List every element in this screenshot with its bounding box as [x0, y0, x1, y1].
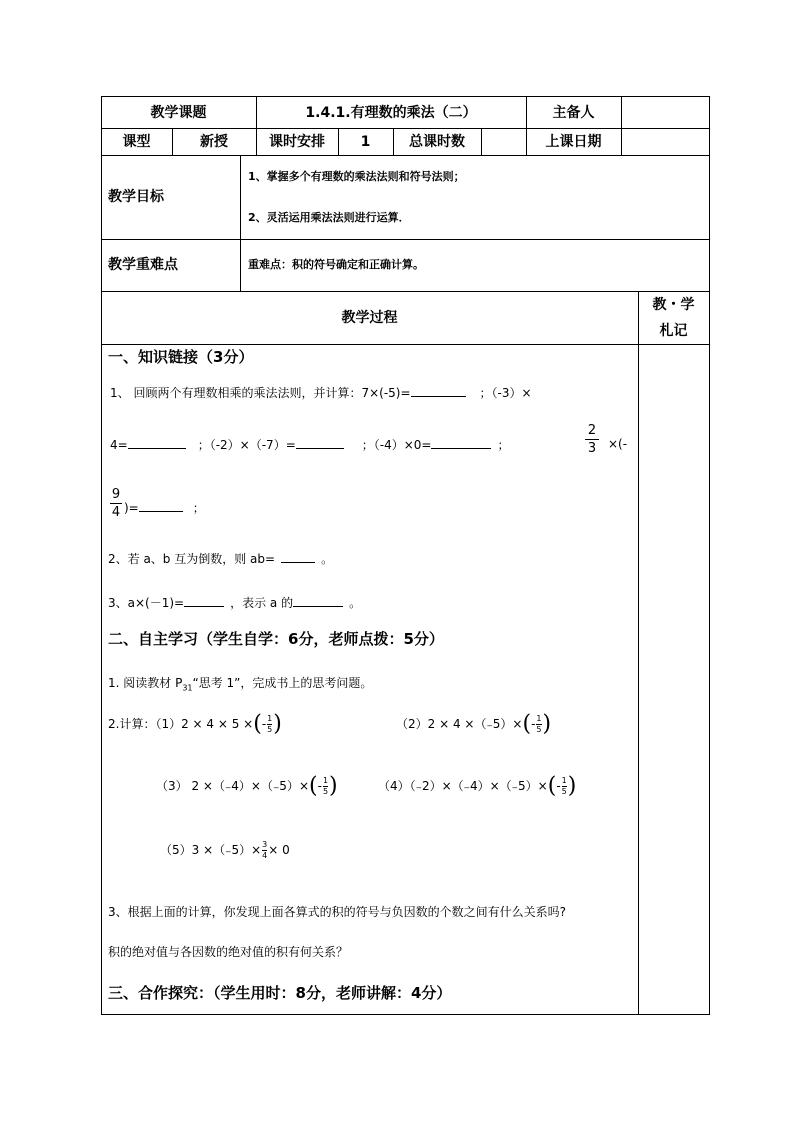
fraction-one-fifth: $\frac{1}{5}$ [322, 776, 329, 796]
answer-blank[interactable] [281, 552, 315, 563]
question-2: 2、若 a、b 互为倒数，则 ab= 。 [108, 552, 334, 566]
fraction-one-fifth: $\frac{1}{5}$ [267, 714, 273, 734]
objective-item: 2、灵活运用乘法法则进行运算． [248, 211, 410, 224]
table-col-rule [638, 291, 639, 1014]
answer-blank[interactable] [296, 438, 344, 449]
answer-blank[interactable] [128, 438, 186, 449]
table-col-rule [621, 96, 622, 155]
question-1-line-1: 1、 回顾两个有理数相乘的乘法法则，并计算：7×(-5)= ；（-3）× [110, 386, 532, 400]
total-label: 总课时数 [409, 134, 465, 150]
answer-blank[interactable] [184, 596, 224, 607]
notes-label: 教・学 [652, 297, 695, 313]
times-neg-open: ×(- [608, 437, 628, 451]
fraction-two-thirds: 2 3 [585, 424, 599, 455]
fraction-three-fourths: $\frac{3}{4}$ [262, 840, 268, 860]
schedule-label: 课时安排 [269, 134, 325, 150]
question-3-text: 3、根据上面的计算，你发现上面各算式的积的符号与负因数的个数之间有什么关系吗? [108, 905, 567, 919]
answer-blank[interactable] [431, 438, 491, 449]
type-value: 新授 [200, 134, 228, 150]
topic-label: 教学课题 [150, 105, 207, 121]
calc-expression-2: （2）2 × 4 ×（₋5）×(- $\frac{1}{5}$ ) [396, 711, 552, 737]
table-rule [101, 291, 710, 292]
objective-item: 1、掌握多个有理数的乘法法则和符号法则； [248, 170, 465, 183]
fraction-one-fifth: $\frac{1}{5}$ [561, 776, 567, 796]
section-heading: 二、自主学习（学生自学：6分，老师点拨：5分） [108, 630, 444, 648]
question-3: 3、a×(－1)= ，表示 a 的 。 [108, 596, 362, 610]
fraction-one-fifth: $\frac{1}{5}$ [536, 714, 542, 734]
table-border-top [101, 96, 710, 97]
owner-label: 主备人 [552, 105, 595, 121]
table-col-rule [240, 155, 241, 291]
schedule-value: 1 [360, 134, 371, 150]
table-border-right [709, 96, 710, 1015]
fraction-nine-fourths: 9 4 [111, 487, 121, 520]
question-1-line-3: )= ； [124, 501, 205, 515]
type-label: 课型 [122, 134, 151, 150]
key-points-label: 教学重难点 [108, 257, 178, 273]
table-border-bottom [101, 1014, 710, 1015]
question-3-text: 积的绝对值与各因数的绝对值的积有何关系？ [108, 945, 349, 959]
table-col-rule [481, 128, 482, 155]
table-rule [101, 128, 710, 129]
process-label: 教学过程 [341, 310, 398, 326]
table-rule [101, 155, 710, 156]
objectives-label: 教学目标 [108, 189, 164, 205]
calc-expression-5: （5）3 ×（₋5）× $\frac{3}{4}$ × 0 [160, 840, 290, 860]
table-border-left [101, 96, 102, 1015]
calc-expression-4: （4）（₋2）×（₋4）×（₋5）×(- $\frac{1}{5}$ ) [378, 773, 577, 799]
calc-expression-1: 2.计算：（1）2 × 4 × 5 ×(- $\frac{1}{5}$ ) [108, 711, 282, 737]
table-rule [101, 344, 710, 345]
date-label: 上课日期 [545, 134, 602, 150]
section-heading: 三、合作探究：（学生用时：8分，老师讲解：4分） [108, 984, 452, 1002]
calc-expression-3: （3） 2 ×（₋4）×（₋5）×(- $\frac{1}{5}$ ) [156, 773, 338, 799]
reading-task: 1. 阅读教材 $P_{31}“$思考 1”，完成书上的思考问题。 [108, 676, 373, 693]
answer-blank[interactable] [293, 596, 343, 607]
topic-value: 1.4.1.有理数的乘法（二） [305, 105, 477, 121]
answer-blank[interactable] [411, 386, 466, 397]
answer-blank[interactable] [139, 501, 183, 512]
section-heading: 一、知识链接（3分） [108, 348, 254, 366]
notes-label: 札记 [659, 323, 688, 339]
key-points-text: 重难点：积的符号确定和正确计算。 [248, 258, 424, 271]
table-rule [101, 239, 710, 240]
question-1-line-2: 4= ；（-2）×（-7）= ；（-4）×0= ； [110, 438, 510, 452]
